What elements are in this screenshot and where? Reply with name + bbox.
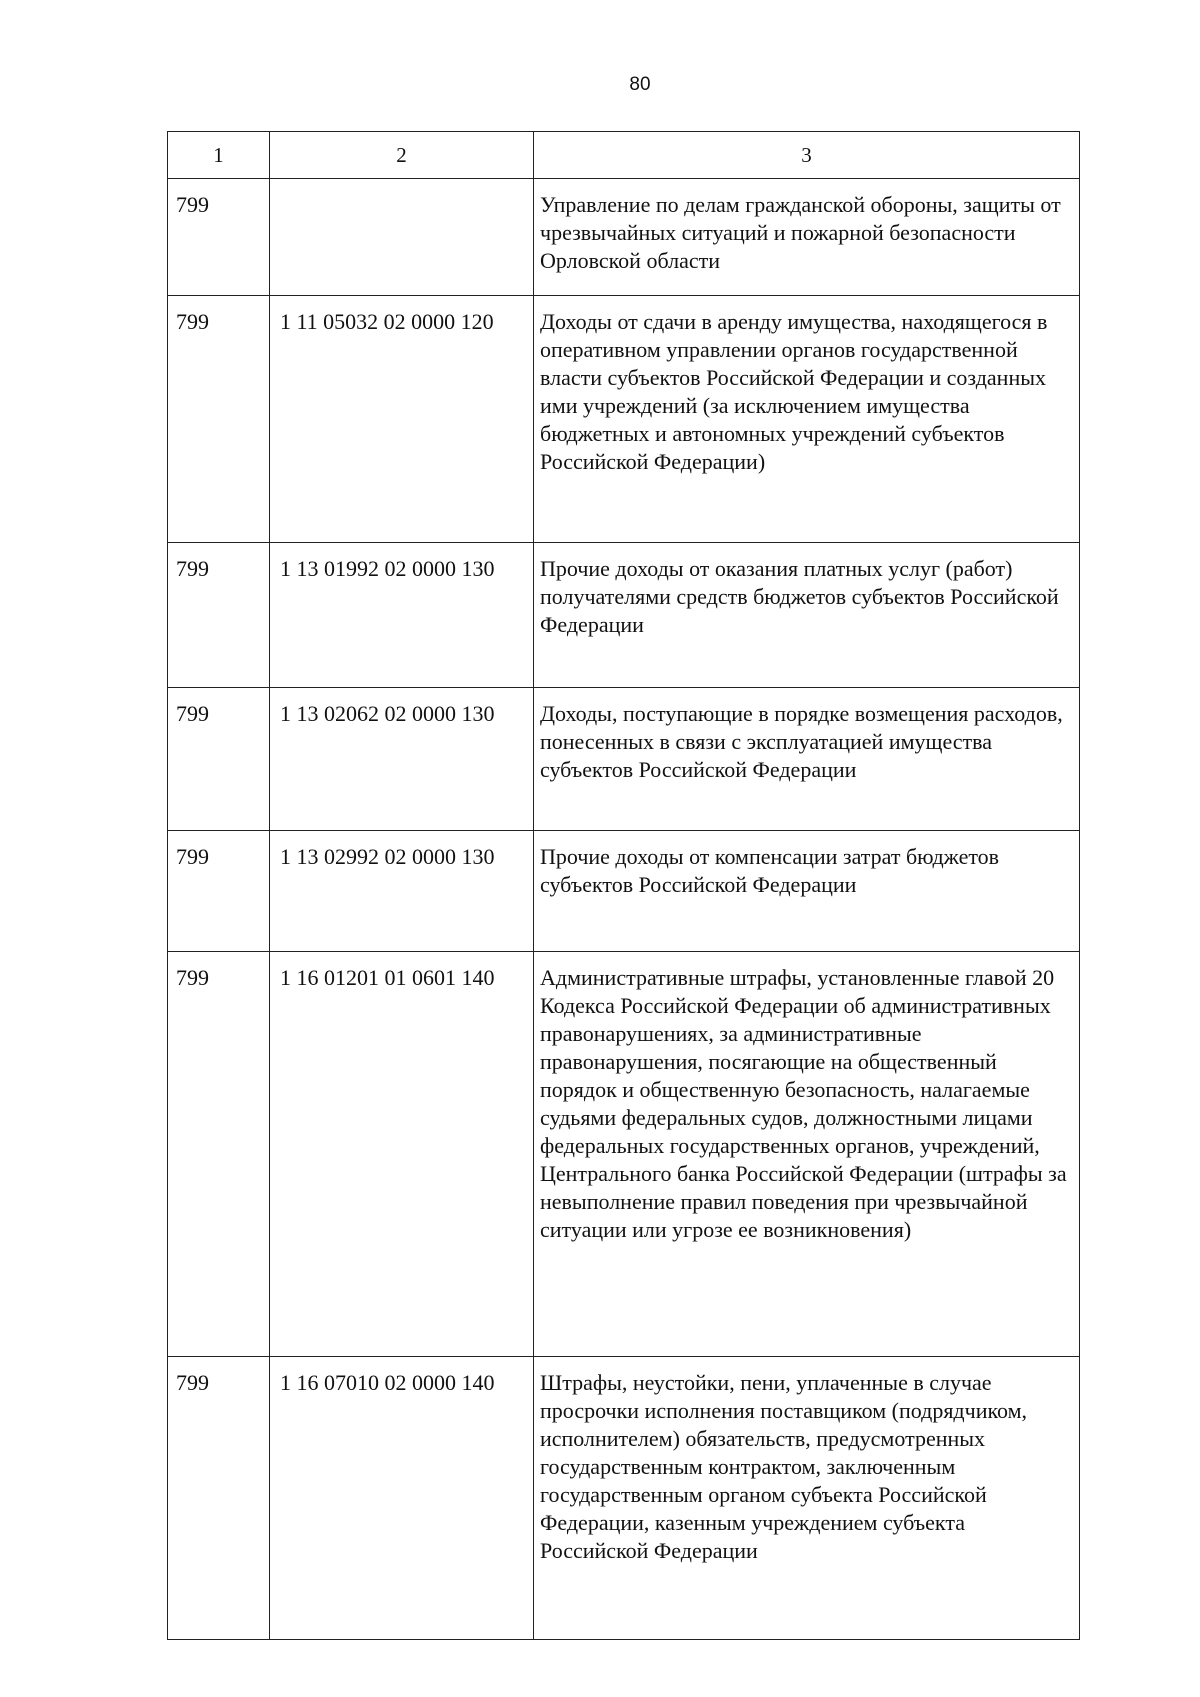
description-cell: Прочие доходы от оказания платных услуг (работ) получателями средств бюджетов субъектов Российской Федерации bbox=[534, 543, 1080, 688]
income-code-cell bbox=[270, 179, 534, 296]
income-code-cell: 1 16 01201 01 0601 140 bbox=[270, 952, 534, 1357]
description-cell: Прочие доходы от компенсации затрат бюджетов субъектов Российской Федерации bbox=[534, 831, 1080, 952]
description-cell: Доходы, поступающие в порядке возмещения расходов, понесенных в связи с эксплуатацией имущества субъектов Российской Федерации bbox=[534, 688, 1080, 831]
income-code-cell: 1 13 02062 02 0000 130 bbox=[270, 688, 534, 831]
admin-code-cell: 799 bbox=[168, 1357, 270, 1640]
table-row bbox=[168, 543, 1080, 688]
column-header-2: 2 bbox=[270, 132, 534, 179]
admin-code-cell: 799 bbox=[168, 543, 270, 688]
table-row bbox=[168, 831, 1080, 952]
table-row bbox=[168, 296, 1080, 543]
admin-code-cell: 799 bbox=[168, 952, 270, 1357]
admin-code-cell: 799 bbox=[168, 179, 270, 296]
description-cell: Административные штрафы, установленные главой 20 Кодекса Российской Федерации об административных правонарушениях, за административные правонарушения, посягающие на общественный порядок и общественную безопасность, налагаемые судьями федеральных судов, должностными лицами федеральных государственных органов, учреждений, Центрального банка Российской Федерации (штрафы за невыполнение правил поведения при чрезвычайной ситуации или угрозе ее возникновения) bbox=[534, 952, 1080, 1357]
income-code-cell: 1 11 05032 02 0000 120 bbox=[270, 296, 534, 543]
table-row bbox=[168, 688, 1080, 831]
description-cell: Управление по делам гражданской обороны, защиты от чрезвычайных ситуаций и пожарной безопасности Орловской области bbox=[534, 179, 1080, 296]
table-row bbox=[168, 1357, 1080, 1640]
admin-code-cell: 799 bbox=[168, 688, 270, 831]
income-code-cell: 1 16 07010 02 0000 140 bbox=[270, 1357, 534, 1640]
description-cell: Доходы от сдачи в аренду имущества, находящегося в оперативном управлении органов государственной власти субъектов Российской Федерации и созданных ими учреждений (за исключением имущества бюджетных и автономных учреждений субъектов Российской Федерации) bbox=[534, 296, 1080, 543]
income-code-cell: 1 13 01992 02 0000 130 bbox=[270, 543, 534, 688]
admin-code-cell: 799 bbox=[168, 296, 270, 543]
table-row bbox=[168, 952, 1080, 1357]
table-header-row bbox=[168, 132, 1080, 179]
column-header-1: 1 bbox=[168, 132, 270, 179]
column-header-3: 3 bbox=[534, 132, 1080, 179]
admin-code-cell: 799 bbox=[168, 831, 270, 952]
page-number: 80 bbox=[629, 74, 651, 95]
table-row bbox=[168, 179, 1080, 296]
income-code-cell: 1 13 02992 02 0000 130 bbox=[270, 831, 534, 952]
income-codes-table bbox=[167, 131, 1080, 1640]
description-cell: Штрафы, неустойки, пени, уплаченные в случае просрочки исполнения поставщиком (подрядчиком, исполнителем) обязательств, предусмотренных государственным контрактом, заключенным государственным органом субъекта Российской Федерации, казенным учреждением субъекта Российской Федерации bbox=[534, 1357, 1080, 1640]
